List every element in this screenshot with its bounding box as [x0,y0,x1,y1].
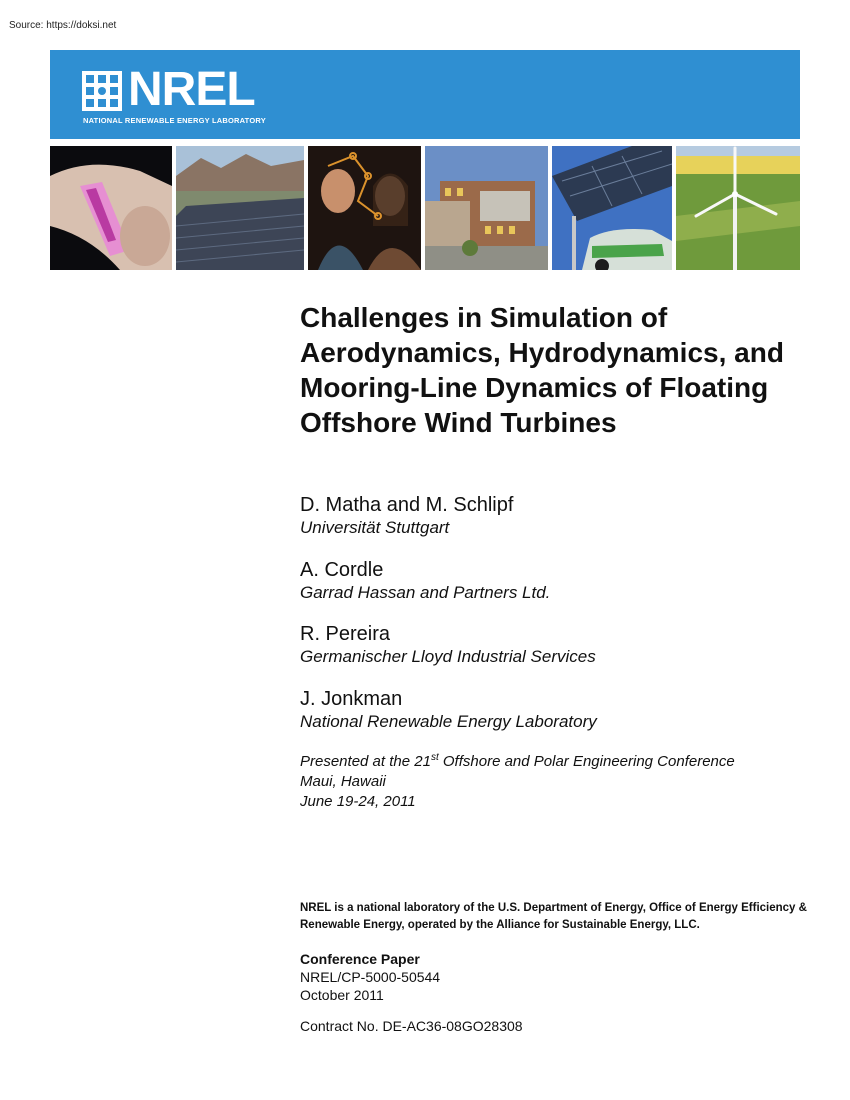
report-date: October 2011 [300,987,384,1003]
conference-ordinal: st [430,752,439,763]
nrel-logo-text: NREL [128,63,255,116]
photo-solar-field [176,146,304,270]
author-entry [300,687,820,733]
conference-date: June 19-24, 2011 [300,793,416,810]
paper-type: Conference Paper [300,951,420,967]
presentation-info [300,748,820,812]
conference-location: Maui, Hawaii [300,773,386,790]
photo-wind-turbine [676,146,800,270]
author-entry [300,622,820,668]
author-name: J. Jonkman [300,688,403,710]
report-number: NREL/CP-5000-50544 [300,969,441,985]
nrel-statement: NREL is a national laboratory of the U.S. Department of Energy, Office of Energy Efficiency & Renewable Energy, operated by the Alliance for Sustainable Energy, LLC. [300,902,807,931]
photo-vial [50,146,172,270]
author-name: R. Pereira [300,623,391,645]
author-name: D. Matha and M. Schlipf [300,494,514,516]
photo-building [425,146,548,270]
author-affiliation: Universität Stuttgart [300,518,450,537]
author-affiliation: Germanischer Lloyd Industrial Services [300,647,596,666]
conference-line [300,748,820,772]
source-url: Source: https://doksi.net [9,20,117,31]
photo-researchers [308,146,421,270]
conference-prefix: Presented at the 21 [300,753,431,770]
nrel-logo-subtitle: NATIONAL RENEWABLE ENERGY LABORATORY [83,116,266,125]
paper-info [300,950,800,1004]
author-entry [300,558,820,604]
photo-strip [50,146,800,270]
author-name: A. Cordle [300,559,384,581]
nrel-header-banner [50,50,800,139]
nrel-logo-icon [82,71,122,111]
conference-name: Offshore and Polar Engineering Conference [438,753,735,770]
paper-title: Challenges in Simulation of Aerodynamics, Hydrodynamics, and Mooring-Line Dynamics of Floating Offshore Wind Turbines [300,302,784,438]
contract-number: Contract No. DE-AC36-08GO28308 [300,1018,523,1034]
author-entry [300,493,820,539]
photo-solar-car [552,146,672,270]
author-affiliation: National Renewable Energy Laboratory [300,712,597,731]
author-affiliation: Garrad Hassan and Partners Ltd. [300,583,551,602]
